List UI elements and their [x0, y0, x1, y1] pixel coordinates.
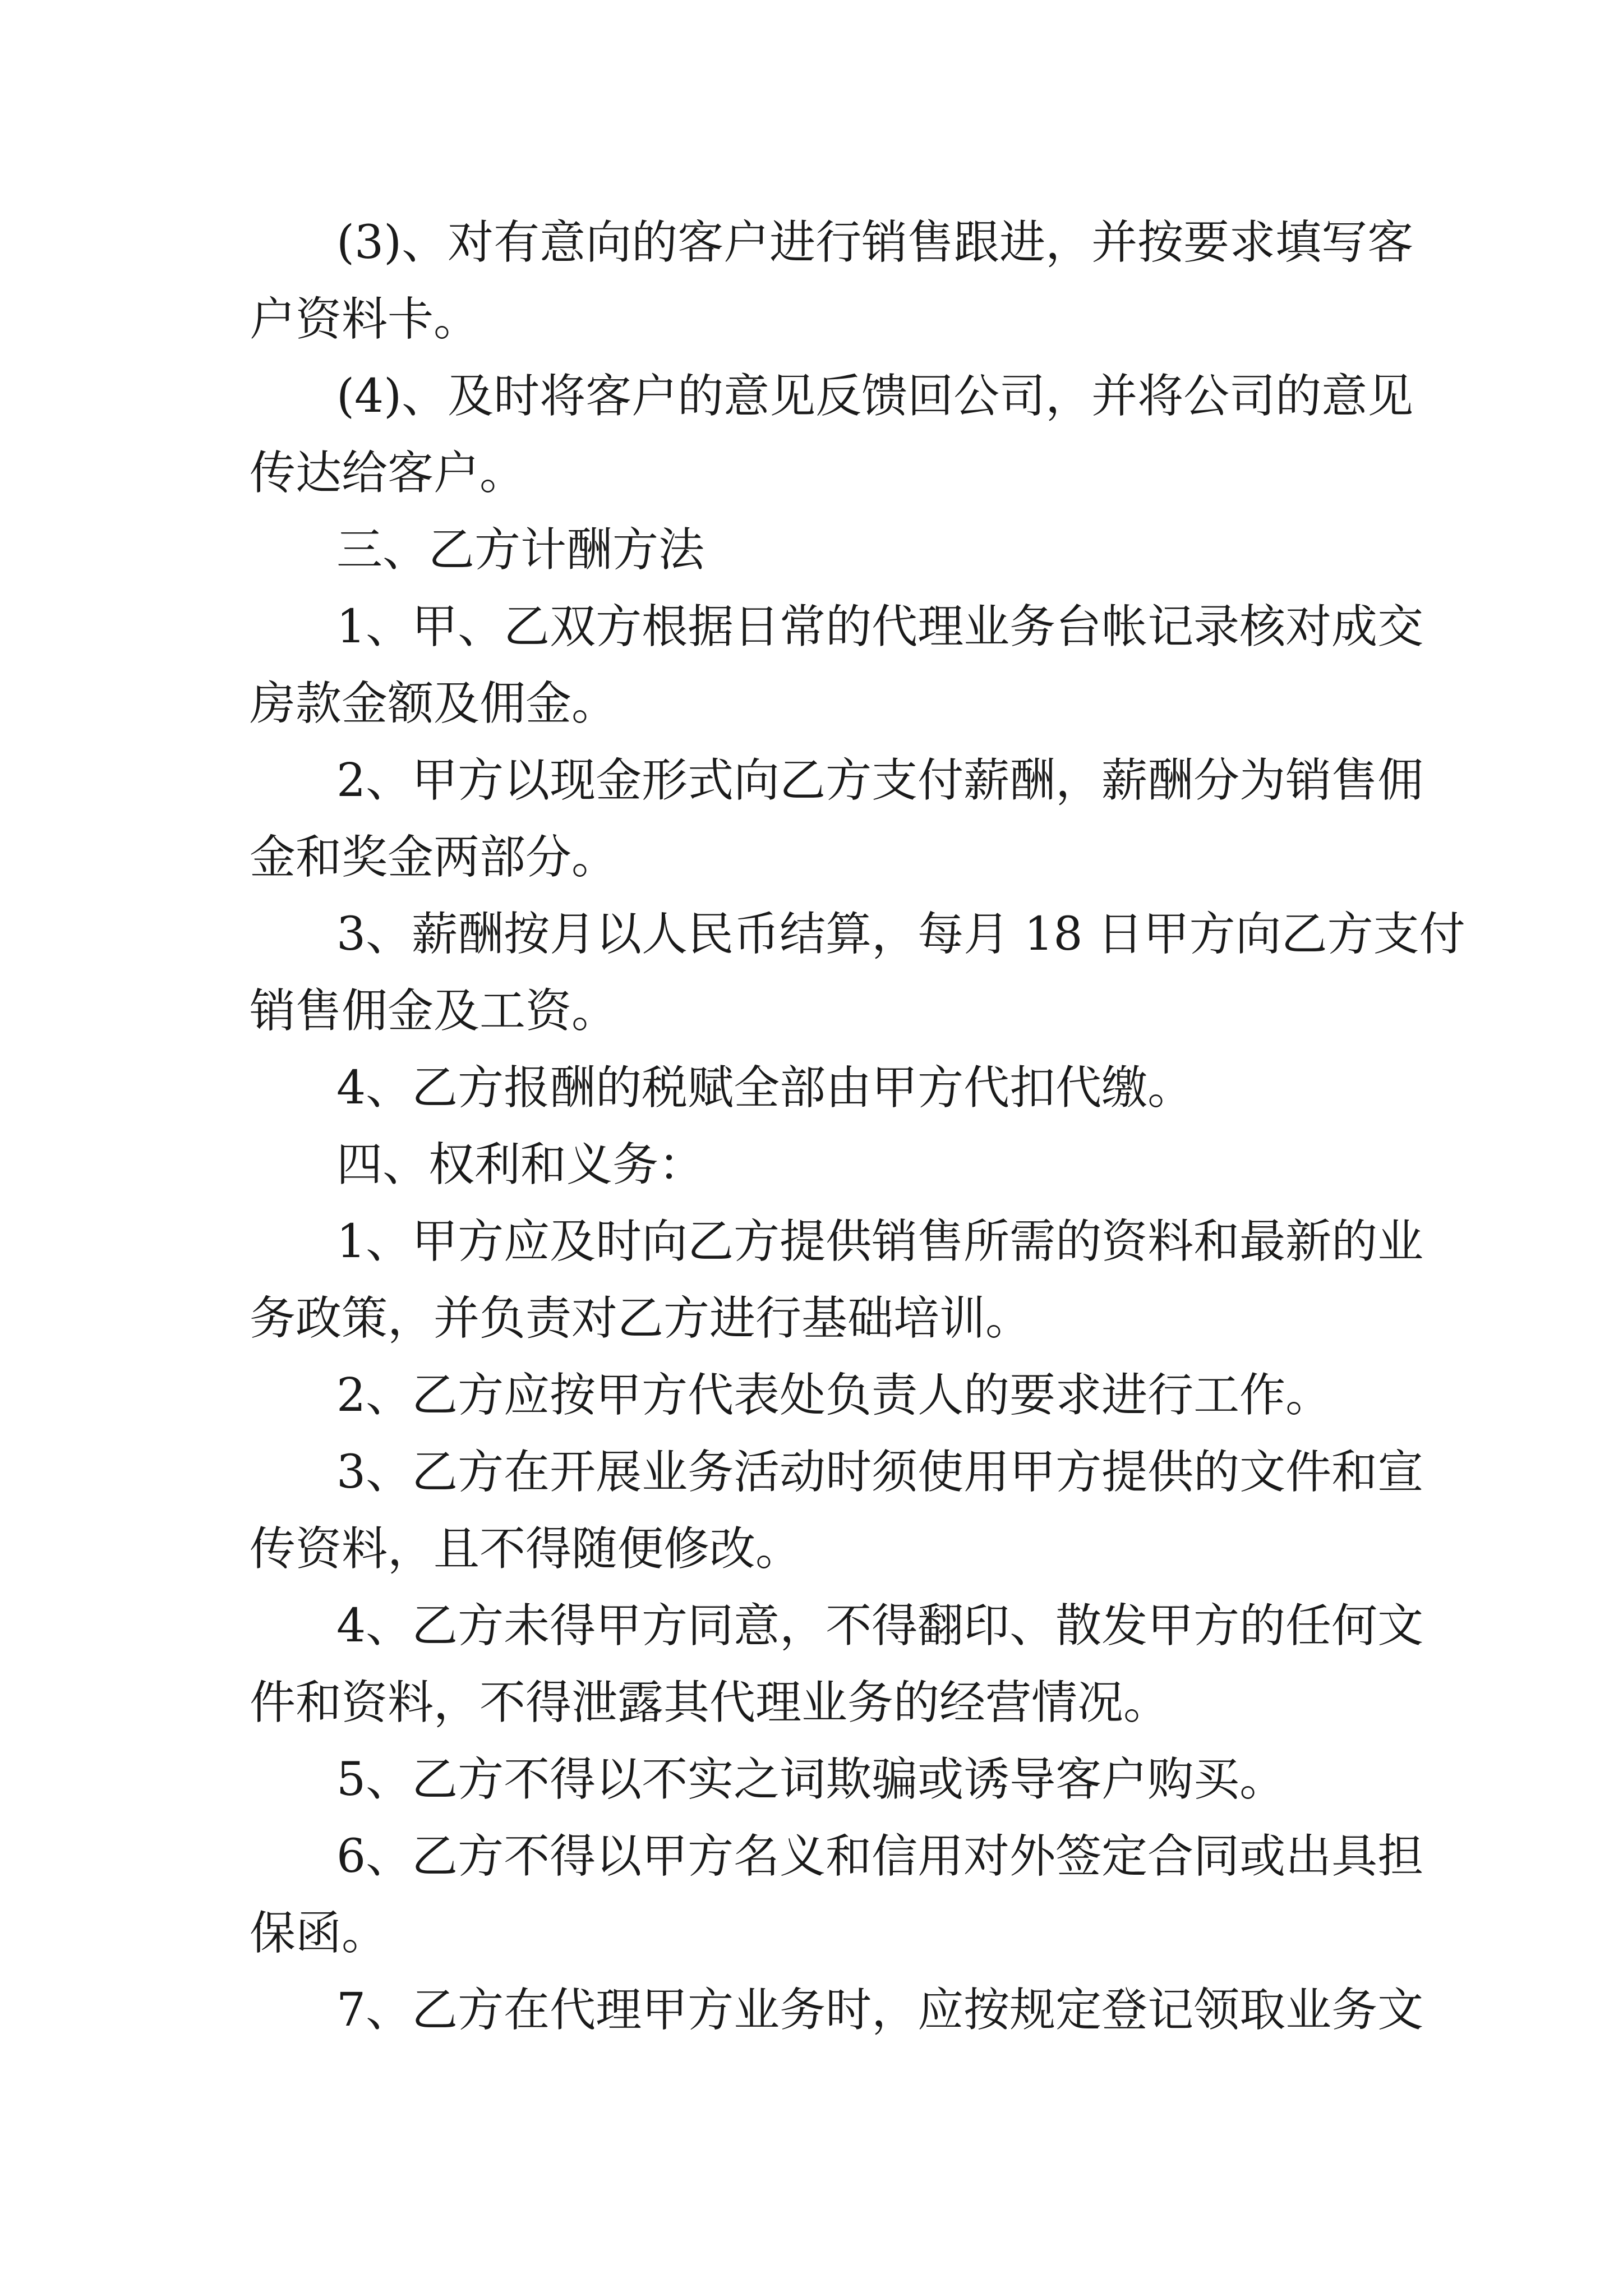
section-heading — [0, 1134, 1623, 1196]
text-line — [0, 1980, 1623, 2041]
text-line — [0, 1288, 1623, 1350]
text-line-content: 5、乙方不得以不实之词欺骗或诱导客户购买。 — [336, 1753, 1286, 1806]
text-line-content: 6、乙方不得以甲方名义和信用对外签定合同或出具担 — [336, 1830, 1424, 1883]
text-line — [0, 1211, 1623, 1273]
text-line-content: 1、甲、乙双方根据日常的代理业务台帐记录核对成交 — [336, 600, 1424, 654]
text-line — [0, 1519, 1623, 1580]
text-line — [0, 1595, 1623, 1657]
text-line-content: 保函。 — [250, 1907, 388, 1960]
text-line — [0, 1365, 1623, 1427]
text-line-content: 四、权利和义务： — [336, 1138, 705, 1191]
text-line-content: 2、乙方应按甲方代表处负责人的要求进行工作。 — [336, 1369, 1332, 1422]
text-line — [0, 1672, 1623, 1734]
text-line — [0, 1057, 1623, 1119]
text-line-content: 3、薪酬按月以人民币结算，每月 18 日甲方向乙方支付 — [336, 908, 1465, 961]
text-line-content: (3)、对有意向的客户进行销售跟进，并按要求填写客 — [336, 216, 1414, 269]
text-line-content: 务政策，并负责对乙方进行基础培训。 — [250, 1292, 1032, 1345]
text-line — [0, 904, 1623, 965]
text-line-content: 3、乙方在开展业务活动时须使用甲方提供的文件和宣 — [336, 1446, 1424, 1499]
text-line — [0, 1826, 1623, 1888]
text-line — [0, 443, 1623, 504]
text-line — [0, 750, 1623, 812]
text-line-content: 1、甲方应及时向乙方提供销售所需的资料和最新的业 — [336, 1215, 1424, 1268]
text-line-content: (4)、及时将客户的意见反馈回公司，并将公司的意见 — [336, 370, 1414, 423]
text-line — [0, 366, 1623, 427]
text-line-content: 传资料，且不得随便修改。 — [250, 1522, 802, 1576]
text-line — [0, 827, 1623, 889]
text-line-content: 7、乙方在代理甲方业务时，应按规定登记领取业务文 — [336, 1984, 1424, 2037]
text-line-content: 房款金额及佣金。 — [250, 677, 618, 730]
text-line-content: 4、乙方未得甲方同意，不得翻印、散发甲方的任何文 — [336, 1599, 1424, 1653]
text-line-content: 传达给客户。 — [250, 447, 526, 500]
text-line-content: 4、乙方报酬的税赋全部由甲方代扣代缴。 — [336, 1061, 1194, 1115]
text-line — [0, 981, 1623, 1042]
text-line — [0, 673, 1623, 735]
text-line — [0, 1903, 1623, 1964]
text-line-content: 金和奖金两部分。 — [250, 831, 618, 884]
text-line-content: 2、甲方以现金形式向乙方支付薪酬，薪酬分为销售佣 — [336, 754, 1424, 807]
text-line-content: 户资料卡。 — [250, 293, 480, 346]
text-line — [0, 289, 1623, 351]
text-line — [0, 596, 1623, 658]
text-line-content: 销售佣金及工资。 — [250, 984, 618, 1038]
text-line — [0, 1749, 1623, 1811]
text-line — [0, 1442, 1623, 1503]
text-line-content: 件和资料，不得泄露其代理业务的经营情况。 — [250, 1676, 1170, 1729]
text-line-content: 三、乙方计酬方法 — [336, 523, 705, 577]
text-line — [0, 212, 1623, 274]
section-heading — [0, 519, 1623, 581]
